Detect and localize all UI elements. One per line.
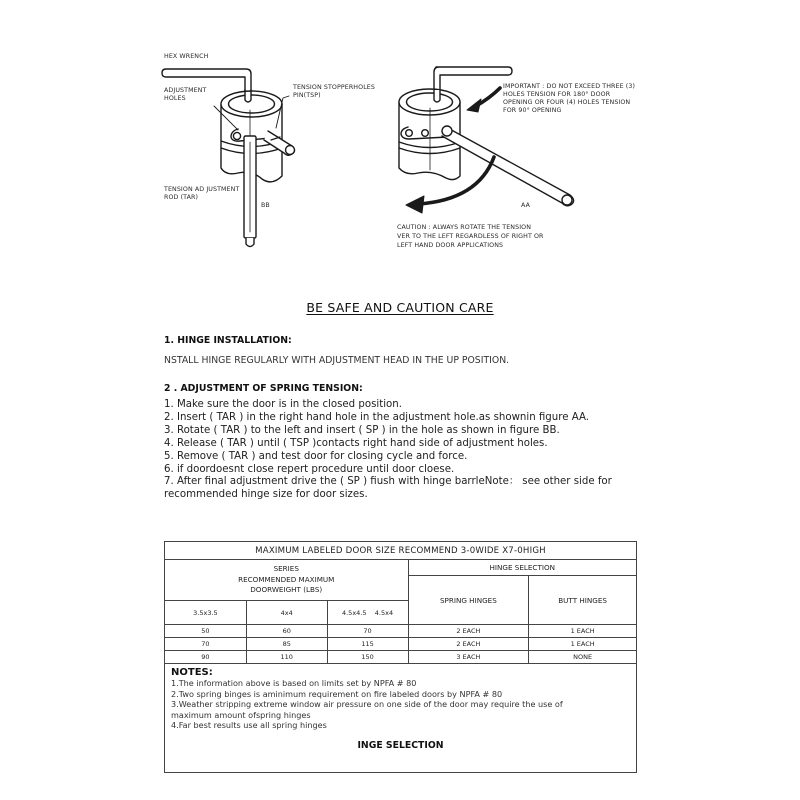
table-cell: 2 EACH [408, 625, 529, 638]
hinge-spec-table [164, 541, 637, 773]
notes-footer-heading: INGE SELECTION [357, 739, 444, 751]
arrow-rotate-icon [467, 99, 481, 112]
label-figure-bb: BB [261, 202, 270, 209]
series-line: DOORWEIGHT (LBS) [250, 585, 323, 595]
note-item: maximum amount ofspring hinges [171, 709, 311, 720]
table-cell: 115 [327, 638, 408, 651]
column-butt-hinges: BUTT HINGES [529, 576, 637, 625]
label-figure-aa: AA [521, 202, 530, 209]
table-cell: 70 [327, 625, 408, 638]
label-important-line3: OPENING OR FOUR (4) HOLES TENSION [503, 99, 631, 106]
table-cell: 1 EACH [529, 638, 637, 651]
notes-title: NOTES: [171, 667, 213, 678]
label-caution: CAUTION : ALWAYS ROTATE THE TENSION [397, 224, 532, 231]
table-cell: 3 EACH [408, 651, 529, 664]
label-tension-adjustment-rod-line2: ROD (TAR) [164, 194, 199, 201]
column-size-4: 4x4 [246, 601, 327, 625]
series-line: SERIES [273, 564, 299, 574]
column-size-4-5: 4.5x4.5 4.5x4 [327, 601, 408, 625]
table-cell: 110 [246, 651, 327, 664]
label-caution-line2: VER TO THE LEFT REGARDLESS OF RIGHT OR [397, 233, 544, 240]
section-heading-hinge-installation: 1. HINGE INSTALLATION: [164, 335, 292, 346]
label-adjustment-holes-line2: HOLES [164, 95, 186, 102]
note-item: 4.Far best results use all spring hinges [171, 720, 327, 731]
table-cell: NONE [529, 651, 637, 664]
hinge-installation-text: NSTALL HINGE REGULARLY WITH ADJUSTMENT HEAD IN THE UP POSITION. [164, 355, 510, 366]
table-cell: 60 [246, 625, 327, 638]
label-tension-adjustment-rod: TENSION AD JUSTMENT [164, 186, 240, 193]
table-cell: 150 [327, 651, 408, 664]
label-tension-stopper-pin: TENSION STOPPERHOLES [293, 84, 375, 91]
label-caution-line3: LEFT HAND DOOR APPLICATIONS [397, 242, 504, 249]
step-item: 7. After final adjustment drive the ( SP ) fiush with hinge barrleNote： see other side for [164, 476, 612, 488]
step-item: 4. Release ( TAR ) until ( TSP )contacts right hand side of adjustment holes. [164, 437, 548, 449]
page-title: BE SAFE AND CAUTION CARE [306, 300, 494, 315]
table-cell: 1 EACH [529, 625, 637, 638]
step-item: 6. if doordoesnt close repert procedure until door cloese. [164, 463, 455, 475]
table-row [165, 625, 637, 638]
notes-section [165, 664, 637, 773]
arrow-left-icon [406, 196, 424, 213]
label-important: IMPORTANT : DO NOT EXCEED THREE (3) [503, 83, 636, 90]
step-item: recommended hinge size for door sizes. [164, 489, 368, 501]
table-cell: 2 EACH [408, 638, 529, 651]
column-size-3-5: 3.5x3.5 [165, 601, 247, 625]
label-tension-stopper-pin-line2: PIN(TSP) [293, 92, 321, 99]
label-important-line2: HOLES TENSION FOR 180° DOOR [503, 91, 611, 98]
label-important-line4: FOR 90° OPENING [503, 107, 562, 114]
step-item: 5. Remove ( TAR ) and test door for closing cycle and force. [164, 450, 468, 462]
section-heading-spring-tension: 2 . ADJUSTMENT OF SPRING TENSION: [164, 383, 363, 394]
step-item: 1. Make sure the door is in the closed position. [164, 399, 402, 410]
spring-tension-steps [164, 399, 612, 502]
hinge-selection-header: HINGE SELECTION [408, 560, 637, 576]
label-adjustment-holes: ADJUSTMENT [164, 87, 207, 94]
table-cell: 85 [246, 638, 327, 651]
note-item: 3.Weather stripping extreme window air pressure on one side of the door may require the use of [171, 699, 563, 710]
column-spring-hinges: SPRING HINGES [408, 576, 529, 625]
table-cell: 70 [165, 638, 247, 651]
step-item: 3. Rotate ( TAR ) to the left and insert ( SP ) in the hole as shown in figure BB. [164, 424, 560, 436]
series-header [165, 560, 409, 601]
table-row [165, 638, 637, 651]
step-item: 2. Insert ( TAR ) in the right hand hole in the adjustment hole.as shownin figure AA. [164, 411, 589, 423]
note-item: 1.The information above is based on limits set by NPFA # 80 [171, 678, 417, 688]
table-cell: 50 [165, 625, 247, 638]
note-item: 2.Two spring binges is aminimum requirement on fire labeled doors by NPFA # 80 [171, 688, 503, 699]
table-row [165, 651, 637, 664]
series-line: RECOMMENDED MAXIMUM [238, 574, 335, 584]
table-title: MAXIMUM LABELED DOOR SIZE RECOMMEND 3-0WIDE X7-0HIGH [165, 542, 637, 560]
table-cell: 90 [165, 651, 247, 664]
label-hex-wrench: HEX WRENCH [164, 53, 209, 60]
